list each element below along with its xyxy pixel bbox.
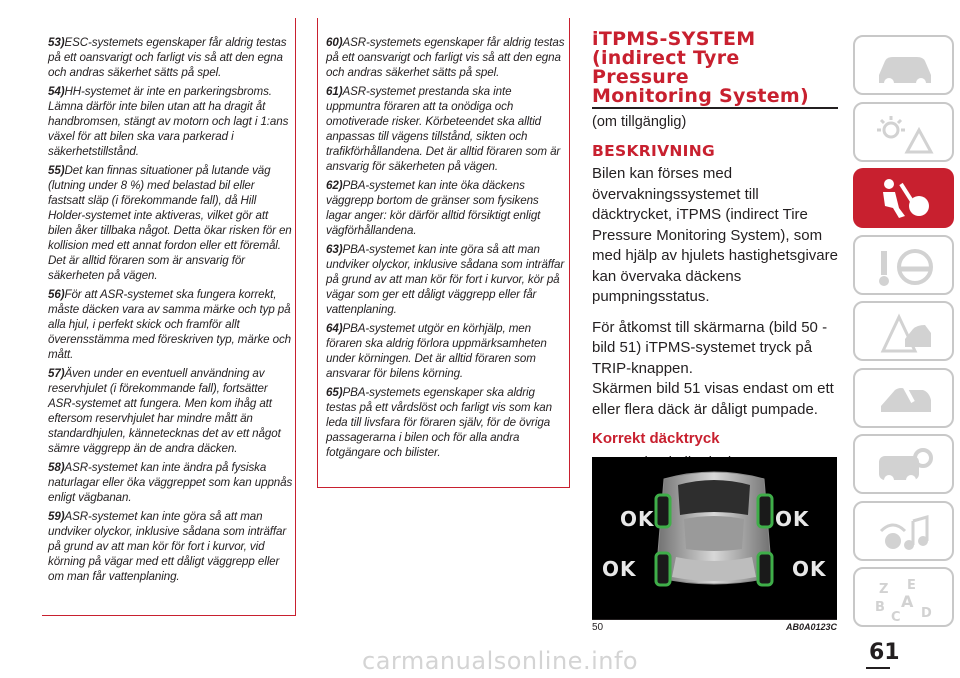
technical-data-icon bbox=[873, 444, 937, 488]
starting-driving-icon bbox=[873, 245, 937, 289]
itpms-section bbox=[592, 30, 840, 525]
warning-text: ASR-systemet prestanda ska inte uppmuntra föraren att ta onödiga och omotiverade risker. Körbeteendet ska alltid anpassas till vägens tillstånd, sikten och trafikförhållandena. Det är alltid föraren som är ansvarig för säkerheten på vägen. bbox=[326, 85, 561, 173]
maintenance-icon bbox=[873, 378, 937, 422]
warning-text: Även under en eventuell användning av reservhjulet (i förekommande fall), fortsätter ASR-systemet att fungera. Men kom ihåg att eftersom reservhjulet har mindre mått än standardhjulen, kännetecknas det av ett något sämre väggrepp än de andra däcken. bbox=[48, 367, 281, 455]
index-icon bbox=[873, 577, 937, 621]
svg-text:Z: Z bbox=[879, 582, 889, 597]
warning-text: PBA-systemets egenskaper ska aldrig testas på ett vårdslöst och farligt vis som kan leda till livsfara för föraren själv, för de övriga passagerarna i bilen och för alla andra fotgängare och bilister. bbox=[326, 386, 552, 460]
warning-item bbox=[326, 243, 566, 318]
figure-code: AB0A0123C bbox=[785, 622, 837, 632]
side-tab-warning-lights[interactable] bbox=[853, 102, 954, 162]
description-paragraph: Bilen kan förses med övervakningssystemet till däcktrycket, iTPMS (indirect Tire Pressure Monitoring System), som med hjälp av hjulets hastighetsgivare kan övervaka däckens pumpningsstatus. bbox=[592, 165, 838, 305]
warning-item bbox=[48, 85, 294, 160]
warnings-box-left bbox=[42, 18, 296, 616]
section-title bbox=[592, 30, 840, 106]
car-top-view-illustration bbox=[592, 457, 837, 619]
svg-text:D: D bbox=[921, 606, 932, 621]
warning-item bbox=[48, 367, 294, 456]
title-line: iTPMS-SYSTEM bbox=[592, 28, 756, 50]
tyre-status-front-left: OK bbox=[620, 507, 655, 531]
warning-item bbox=[326, 322, 566, 382]
warnings-list-middle bbox=[326, 36, 566, 465]
side-tab-maintenance[interactable] bbox=[853, 368, 954, 428]
screen-note-paragraph: Skärmen bild 51 visas endast om ett eller flera däck är dåligt pumpade. bbox=[592, 380, 834, 418]
description-heading: BESKRIVNING bbox=[592, 142, 716, 160]
warning-number: 60) bbox=[326, 36, 343, 49]
page-number: 61 bbox=[869, 640, 900, 665]
warning-number: 53) bbox=[48, 36, 65, 49]
warning-text: ESC-systemets egenskaper får aldrig testas på ett oansvarigt och farligt vis så att den egna och andras säkerhet sätts på spel. bbox=[48, 36, 287, 79]
warnings-box-middle bbox=[317, 18, 570, 488]
side-tab-multimedia[interactable] bbox=[853, 501, 954, 561]
warning-number: 64) bbox=[326, 322, 343, 336]
warning-item bbox=[48, 510, 294, 585]
warning-number: 65) bbox=[326, 386, 343, 400]
multimedia-icon bbox=[873, 511, 937, 555]
warning-text: För att ASR-systemet ska fungera korrekt, måste däcken vara av samma märke och typ på alla hjul, i perfekt skick och framför allt överensstämma med föreskriven typ, märke och mått. bbox=[48, 288, 292, 361]
tyre-status-rear-left: OK bbox=[602, 557, 637, 581]
svg-text:E: E bbox=[907, 578, 916, 593]
warning-item bbox=[326, 386, 566, 461]
warning-text: ASR-systemets egenskaper får aldrig testas på ett oansvarigt och farligt vis så att den egna och andras säkerhet sätts på spel. bbox=[326, 36, 565, 79]
title-underline bbox=[592, 107, 838, 109]
correct-pressure-heading: Korrekt däcktryck bbox=[592, 430, 720, 447]
warning-text: PBA-systemet kan inte göra så att man undviker olyckor, inklusive sådana som inträffar på grund av att man kör för fort i kurvor, kör på vägar som ger ett dåligt väggrepp eller får vattenplaning. bbox=[326, 243, 565, 316]
warning-number: 55) bbox=[48, 164, 65, 178]
svg-text:C: C bbox=[891, 610, 901, 621]
title-line: Monitoring System) bbox=[592, 85, 809, 107]
warning-item bbox=[48, 36, 294, 81]
warning-number: 58) bbox=[48, 460, 65, 474]
car-dashboard-icon bbox=[873, 45, 937, 89]
warning-number: 57) bbox=[48, 367, 65, 381]
airbag-safety-icon bbox=[871, 176, 935, 220]
warning-number: 59) bbox=[48, 510, 65, 524]
tyre-rear-right bbox=[758, 553, 772, 585]
access-paragraph: För åtkomst till skärmarna (bild 50 - bild 51) iTPMS-systemet tryck på TRIP-knappen. bbox=[592, 318, 828, 377]
warnings-list-left bbox=[48, 36, 294, 589]
watermark: carmanualsonline.info bbox=[362, 647, 639, 675]
emergency-icon bbox=[873, 311, 937, 355]
warning-item bbox=[326, 36, 566, 81]
warning-text: PBA-systemet utgör en körhjälp, men föraren ska aldrig förlora uppmärksamheten under körningen. Det är alltid föraren som ansvarar för bilens körning. bbox=[326, 322, 547, 381]
warning-number: 63) bbox=[326, 243, 343, 257]
side-tab-index[interactable] bbox=[853, 567, 954, 627]
tyre-rear-left bbox=[656, 553, 670, 585]
tyre-status-rear-right: OK bbox=[792, 557, 827, 581]
warning-item bbox=[48, 164, 294, 283]
warning-number: 54) bbox=[48, 85, 65, 99]
title-line: (indirect Tyre bbox=[592, 47, 740, 69]
warning-item bbox=[48, 288, 294, 363]
page-number-rule bbox=[866, 667, 890, 669]
figure-rule bbox=[592, 619, 837, 620]
warning-item bbox=[326, 179, 566, 239]
side-tab-dashboard[interactable] bbox=[853, 35, 954, 95]
side-tab-safety[interactable] bbox=[853, 168, 954, 228]
side-tab-technical-data[interactable] bbox=[853, 434, 954, 494]
warning-text: ASR-systemet kan inte göra så att man undviker olyckor, inklusive sådana som inträffar på grund av att man kör för fort i kurvor, vid körning på vägar med ett dåligt väggrepp eller om man får vattenplaning. bbox=[48, 510, 287, 583]
side-tab-emergency[interactable] bbox=[853, 301, 954, 361]
svg-text:B: B bbox=[875, 600, 885, 615]
warning-number: 61) bbox=[326, 85, 343, 99]
warning-item bbox=[48, 461, 294, 506]
svg-text:A: A bbox=[901, 592, 914, 611]
warning-text: HH-systemet är inte en parkeringsbroms. Lämna därför inte bilen utan att ha dragit åt handbromsen, stängt av motorn och lagt i 1:ans växel för att bilen ska vara parkerad i säkerhetstillstånd. bbox=[48, 85, 289, 158]
warning-number: 56) bbox=[48, 288, 65, 301]
warning-text: ASR-systemet kan inte ändra på fysiska naturlagar eller öka väggreppet som kan uppnås enligt vägbanan. bbox=[48, 460, 293, 504]
warning-text: PBA-systemet kan inte öka däckens väggrepp bortom de gränser som fysikens lagar anger: kör därför alltid försiktigt enligt vägförhållandena. bbox=[326, 179, 541, 237]
availability-note: (om tillgänglig) bbox=[592, 114, 687, 130]
title-line: Pressure bbox=[592, 66, 689, 88]
figure-number: 50 bbox=[592, 622, 604, 633]
tyre-status-front-right: OK bbox=[775, 507, 810, 531]
tyre-front-right bbox=[758, 495, 772, 527]
figure-caption bbox=[592, 622, 837, 634]
warning-text: Det kan finnas situationer på lutande väg (lutning under 8 %) med belastad bil eller fastsatt släp (i förekommande fall), då Hill Holder-systemet inte aktiveras, vilket gör att bilen åker tillbaka något. Detta ökar risken för en kollision med ett annat fordon eller ett föremål. Det är alltid föraren som är ansvarig för säkerheten på vägen. bbox=[48, 164, 292, 282]
warning-lights-icon bbox=[873, 112, 937, 156]
tyre-front-left bbox=[656, 495, 670, 527]
warning-item bbox=[326, 85, 566, 174]
warning-number: 62) bbox=[326, 179, 343, 193]
side-tab-starting-driving[interactable] bbox=[853, 235, 954, 295]
tpms-display-figure bbox=[592, 457, 837, 619]
